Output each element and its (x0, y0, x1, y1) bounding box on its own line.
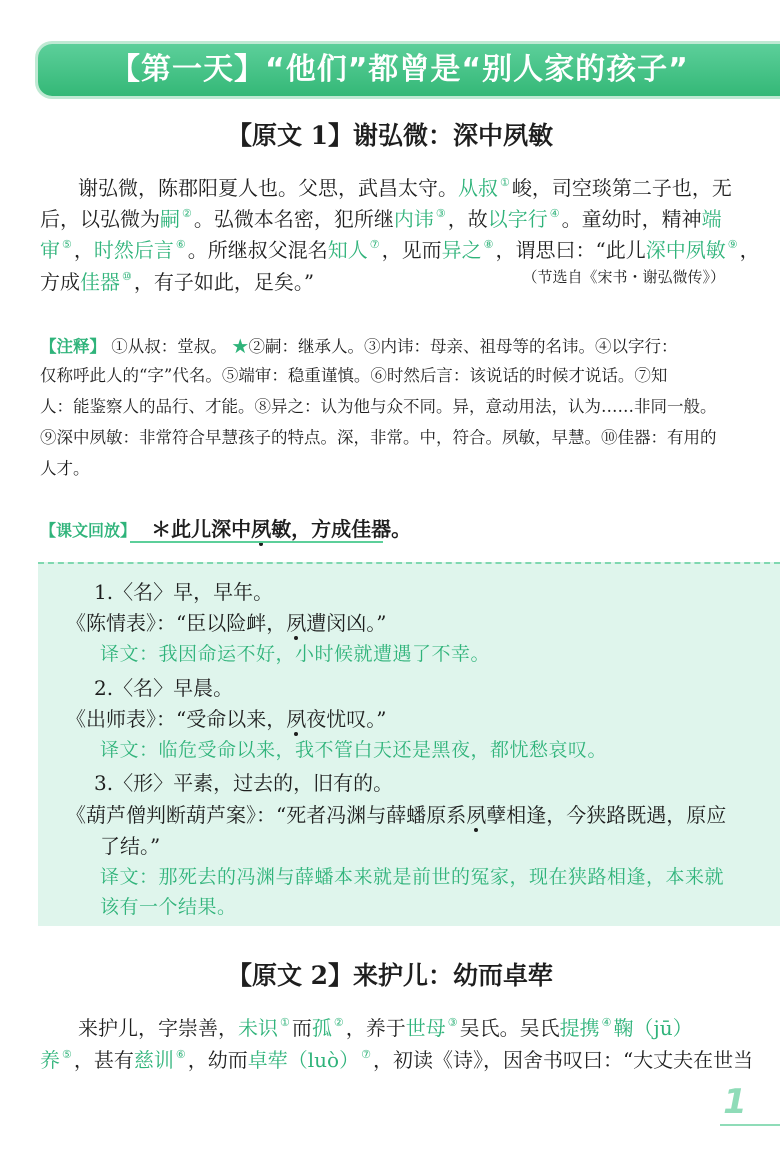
footnote-marker: ③ (447, 1016, 458, 1029)
footnote-marker: ② (333, 1016, 344, 1029)
footnote-marker: ① (280, 1016, 290, 1029)
review-underline (130, 541, 383, 543)
text-run: 。童幼时，精神 (561, 207, 702, 231)
meaning-3-quote-cont: 了结。” (100, 834, 161, 858)
notes-line-1 (40, 333, 730, 357)
text-run: 而 (291, 1016, 312, 1040)
annotated-term: 卓荦（luò） (247, 1048, 360, 1072)
annotated-term: 提携 (559, 1016, 600, 1040)
notes-tag: 【注释】 (40, 337, 106, 356)
text-run: ，甚有 (73, 1048, 134, 1072)
footnote-marker: ⑨ (727, 238, 738, 251)
footnote-marker: ⑧ (483, 238, 494, 251)
footnote-marker: ③ (435, 207, 446, 220)
text-run: ，故 (447, 207, 488, 231)
meaning-2-head: 2.〈名〉早晨。 (94, 676, 234, 700)
section2-line-2 (40, 1044, 753, 1073)
notes-line-2: 仅称呼此人的“字”代名。⑤端审：稳重谨慎。⑥时然后言：该说话的时候才说话。⑦知 (40, 366, 668, 385)
annotated-term: 异之 (441, 238, 482, 262)
meaning-2-translation: 译文：临危受命以来，我不管白天还是黑夜，都忧愁哀叹。 (100, 739, 608, 761)
meaning-1-quote: 《陈情表》：“臣以险衅，夙遭闵凶。” (66, 611, 387, 635)
meaning-2-quote: 《出师表》：“受命以来，夙夜忧叹。” (66, 707, 387, 731)
footnote-marker: ④ (549, 207, 560, 220)
meaning-1-translation: 译文：我因命运不好，小时候就遭遇了不幸。 (100, 643, 491, 665)
footnote-marker: ⑤ (62, 238, 72, 251)
annotated-term: 时然后言 (93, 238, 174, 262)
annotated-term: 慈训 (133, 1048, 174, 1072)
section1-title: 【原文 1】谢弘微：深中夙敏 (226, 121, 554, 150)
annotated-term: 养 (40, 1048, 60, 1072)
footnote-marker: ⑦ (361, 1048, 371, 1061)
annotated-term: 知人 (327, 238, 368, 262)
annotated-term: 内讳 (393, 207, 434, 231)
text-run: 方成 (40, 270, 80, 294)
text-run: ，谓思曰：“此儿 (495, 238, 646, 262)
review-row (40, 513, 730, 542)
annotated-term: 未识 (238, 1016, 278, 1040)
page-number-underline (720, 1124, 780, 1126)
section1-line-1 (78, 172, 732, 201)
text-run: ，初读《诗》，因舍书叹曰：“大丈夫在世当 (372, 1048, 754, 1072)
page-number: 1 (723, 1082, 747, 1122)
section2-title: 【原文 2】来护儿：幼而卓荦 (226, 961, 554, 990)
annotated-term: 孤 (311, 1016, 332, 1040)
notes-line-4: ⑨深中夙敏：非常符合早慧孩子的特点。深，非常。中，符合。夙敏，早慧。⑩佳器：有用的 (40, 428, 717, 447)
footnote-marker: ⑩ (122, 270, 132, 283)
note-item: ①从叔：堂叔。 (111, 337, 227, 356)
footnote-marker: ⑦ (369, 238, 380, 251)
text-run: ，见而 (381, 238, 442, 262)
footnote-marker: ⑥ (175, 238, 186, 251)
text-run: 后，以弘微为 (40, 207, 160, 231)
notes-line-3: 人：能鉴察人的品行、才能。⑧异之：认为他与众不同。异，意动用法，认为……非同一般。 (40, 397, 717, 416)
footnote-marker: ② (182, 207, 192, 220)
text-run: 来护儿，字崇善， (78, 1016, 238, 1040)
footnote-marker: ⑥ (175, 1048, 186, 1061)
section1-source: （节选自《宋书・谢弘微传》） (522, 268, 725, 286)
text-run: 吴氏。吴氏 (459, 1016, 560, 1040)
text-run: ，有子如此，足矣。” (133, 270, 315, 294)
annotated-term: 以字行 (487, 207, 548, 231)
meaning-panel (38, 562, 780, 926)
text-run: ，幼而 (187, 1048, 248, 1072)
text-run: 。弘微本名密，犯所继 (193, 207, 394, 231)
annotated-term: 世母 (405, 1016, 446, 1040)
section1-line-4 (40, 266, 314, 295)
meaning-3-head: 3.〈形〉平素，过去的，旧有的。 (94, 771, 394, 795)
annotated-term: 鞠（jū） (613, 1016, 693, 1040)
text-run: ，养于 (345, 1016, 406, 1040)
section1-line-2 (40, 203, 722, 232)
meaning-1-head: 1.〈名〉早，早年。 (94, 580, 274, 604)
annotated-term: 佳器 (80, 270, 120, 294)
text-run: ， (739, 238, 760, 262)
text-run: 峻，司空琰第二子也，无 (511, 176, 732, 200)
footnote-marker: ① (500, 176, 510, 189)
text-run: ， (73, 238, 94, 262)
footnote-marker: ④ (601, 1016, 612, 1029)
text-run: 。所继叔父混名 (187, 238, 328, 262)
banner-title: 【第一天】“他们”都曾是“别人家的孩子” (110, 52, 689, 87)
annotated-term: 从叔 (458, 176, 498, 200)
meaning-3-translation-1: 译文：那死去的冯渊与薛蟠本来就是前世的冤家，现在狭路相逢，本来就 (100, 866, 725, 888)
text-run: 谢弘微，陈郡阳夏人也。父思，武昌太守。 (78, 176, 458, 200)
annotated-term: 审 (40, 238, 60, 262)
review-tag: 【课文回放】 (40, 521, 137, 540)
notes-line-5: 人才。 (40, 459, 90, 478)
footnote-marker: ⑤ (62, 1048, 72, 1061)
note-item: ②嗣：继承人。③内讳：母亲、祖母等的名讳。④以字行： (248, 337, 678, 356)
meaning-3-quote: 《葫芦僧判断葫芦案》：“死者冯渊与薛蟠原系夙孽相逢，今狭路既遇，原应 (66, 803, 727, 827)
section1-line-3 (40, 234, 760, 263)
annotated-term: 深中夙敏 (645, 238, 726, 262)
star-icon: ★ (232, 337, 249, 356)
review-sentence: ＊此儿深中夙敏，方成佳器。 (151, 517, 412, 541)
annotated-term: 端 (701, 207, 722, 231)
annotated-term: 嗣 (160, 207, 180, 231)
section2-line-1 (78, 1012, 693, 1041)
meaning-3-translation-2: 该有一个结果。 (100, 896, 237, 918)
day-banner (38, 44, 780, 96)
